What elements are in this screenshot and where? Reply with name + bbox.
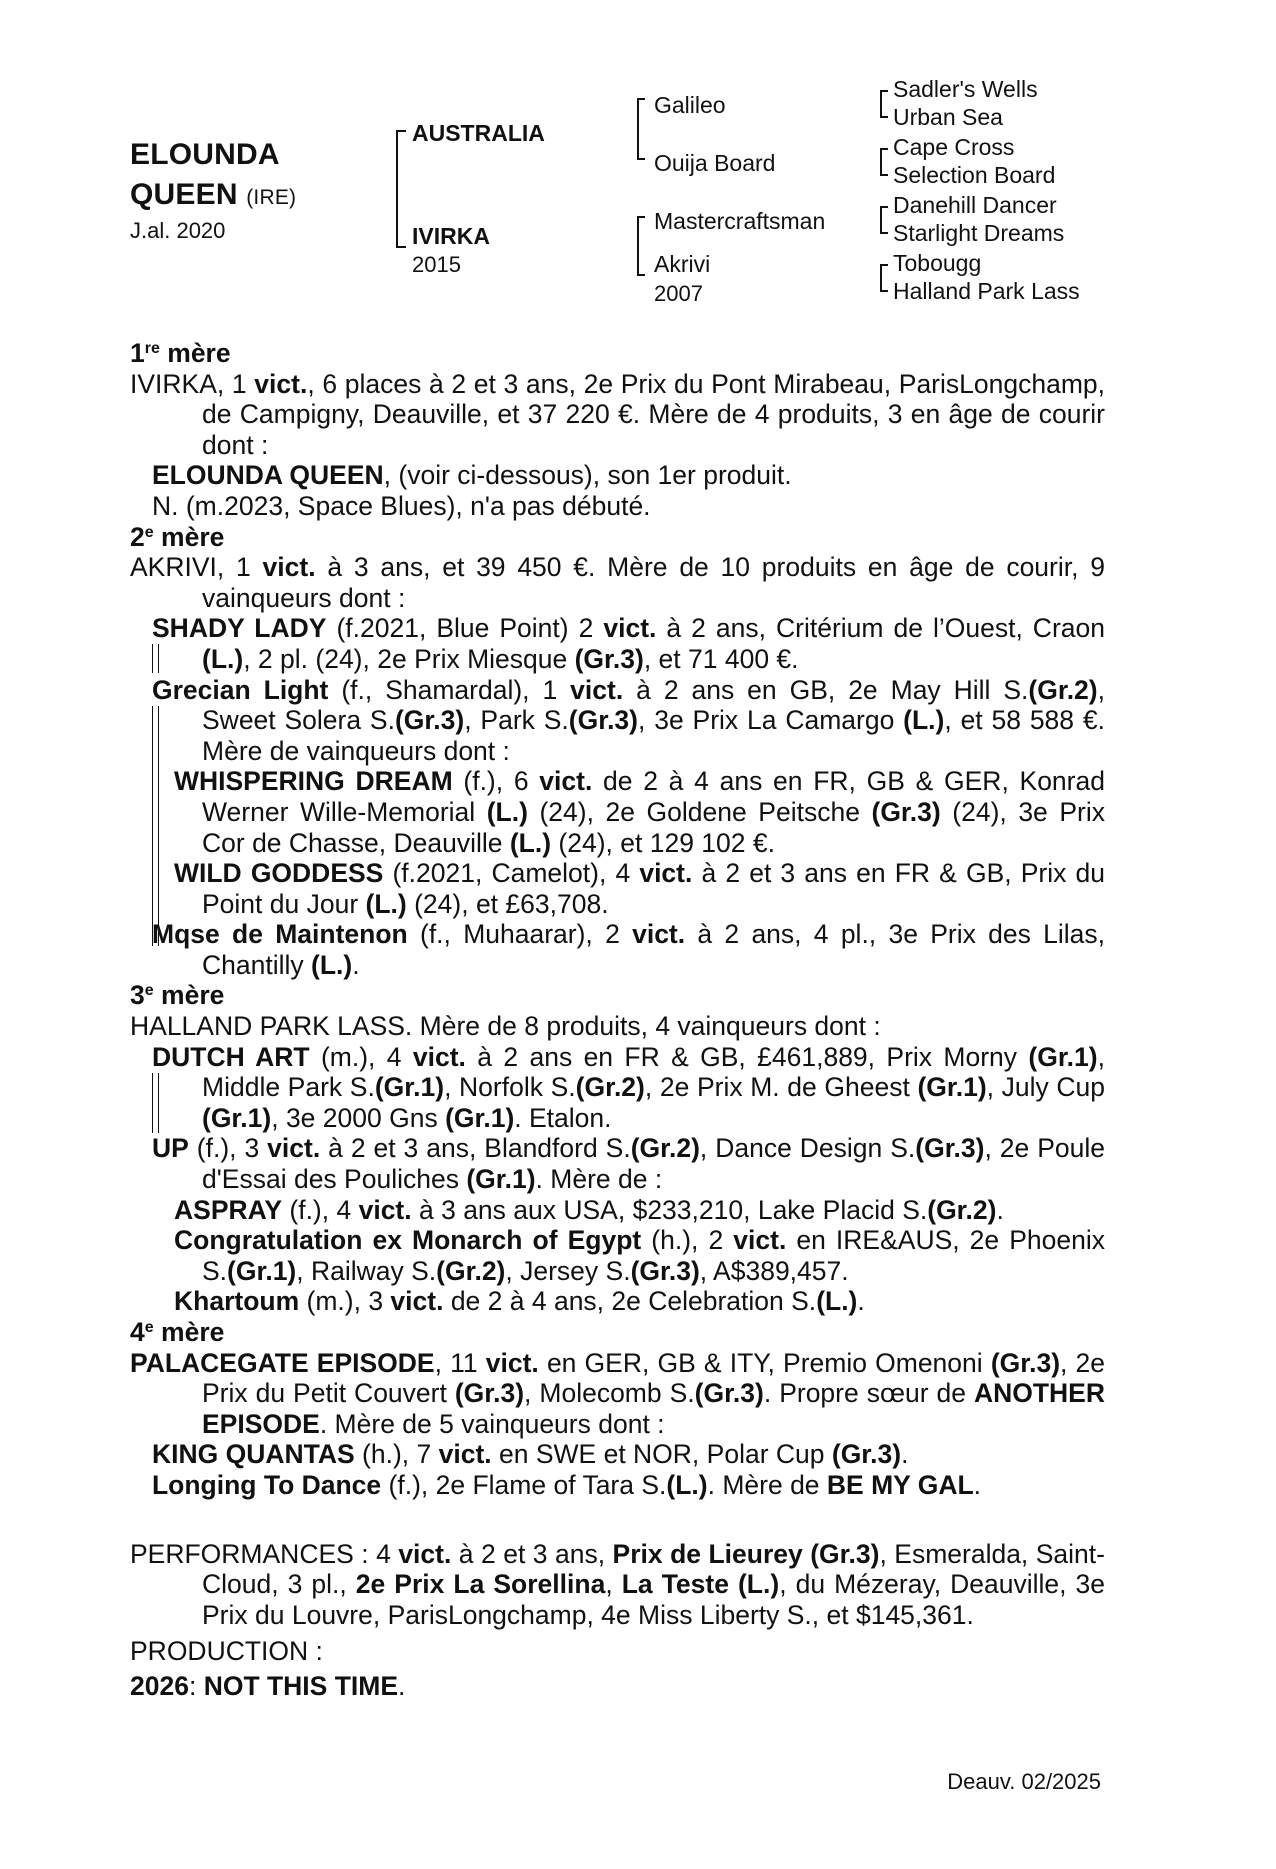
- bracket-g3-3: [880, 206, 888, 234]
- bracket-g3-1: [880, 90, 888, 118]
- produce-aspray: ASPRAY (f.), 4 vict. à 3 ans aux USA, $233,210, Lake Placid S.(Gr.2).: [174, 1194, 1004, 1225]
- fourth-dam-palacegate-episode: PALACEGATE EPISODE, 11 vict. en GER, GB & ITY, Premio Omenoni (Gr.3), 2e Prix du Petit Couvert (Gr.3), Molecomb S.(Gr.3). Propre sœur de ANOTHER EPISODE. Mère de 5 vainqueurs dont :: [130, 1347, 1106, 1439]
- g3-tobougg: Tobougg: [893, 250, 982, 276]
- produce-shady-lady: SHADY LADY (f.2021, Blue Point) 2 vict. à 2 ans, Critérium de l’Ouest, Craon (L.), 2 pl. (24), 2e Prix Miesque (Gr.3), et 71 400 €.: [152, 613, 1105, 674]
- bracket-g3-4: [880, 264, 888, 292]
- sire-sire: Galileo: [654, 92, 726, 118]
- section-title-1re-mere: [130, 338, 1105, 369]
- produce-congratulation: Congratulation ex Monarch of Egypt (h.), 2 vict. en IRE&AUS, 2e Phoenix S.(Gr.1), Railway S.(Gr.2), Jersey S.(Gr.3), A$389,457.: [174, 1225, 1105, 1286]
- g3-starlight-dreams: Starlight Dreams: [893, 220, 1065, 246]
- g3-sadlers-wells: Sadler's Wells: [893, 76, 1038, 102]
- dam-dam: Akrivi: [654, 251, 711, 277]
- section-title-2e-mere: [130, 522, 1105, 553]
- g3-danehill-dancer: Danehill Dancer: [893, 192, 1057, 218]
- sire-dam: Ouija Board: [654, 150, 776, 176]
- title-word: mère: [161, 1317, 225, 1347]
- section-title-3e-mere: [130, 980, 1105, 1011]
- produce-whispering-dream: WHISPERING DREAM (f.), 6 vict. de 2 à 4 ans en FR, GB & GER, Konrad Werner Wille-Memorial (L.) (24), 2e Goldene Peitsche (Gr.3) (24), 3e Prix Cor de Chasse, Deauville (L.) (24), et 129 102 €.: [174, 766, 1105, 858]
- produce-grecian-light: Grecian Light (f., Shamardal), 1 vict. à 2 ans en GB, 2e May Hill S.(Gr.2), Sweet Solera S.(Gr.3), Park S.(Gr.3), 3e Prix La Camargo (L.), et 58 588 €. Mère de vainqueurs dont :: [152, 675, 1105, 767]
- bracket-gen1: [396, 130, 406, 248]
- horse-name-line2: [130, 178, 296, 212]
- horse-name-line1: ELOUNDA: [130, 138, 280, 171]
- title-num: 4: [130, 1317, 145, 1347]
- sire-name: AUSTRALIA: [412, 120, 545, 146]
- g3-selection-board: Selection Board: [893, 162, 1056, 188]
- title-word: mère: [161, 521, 225, 552]
- title-sup: e: [144, 982, 154, 1000]
- bracket-g3-2: [880, 148, 888, 176]
- horse-birth: J.al. 2020: [130, 218, 226, 243]
- produce-longing-to-dance: Longing To Dance (f.), 2e Flame of Tara S.(L.). Mère de BE MY GAL.: [152, 1469, 982, 1500]
- horse-name-queen: QUEEN: [130, 178, 238, 211]
- catalogue-text: [130, 338, 1105, 1702]
- title-sup: e: [144, 523, 154, 541]
- g3-urban-sea: Urban Sea: [893, 104, 1003, 130]
- production-2026: 2026: NOT THIS TIME.: [130, 1670, 406, 1701]
- g3-cape-cross: Cape Cross: [893, 134, 1015, 160]
- horse-origin: (IRE): [246, 186, 297, 209]
- bracket-dam-line: [637, 216, 645, 276]
- produce-wild-goddess: WILD GODDESS (f.2021, Camelot), 4 vict. à 2 et 3 ans en FR & GB, Prix du Point du Jour (L.) (24), et £63,708.: [174, 858, 1105, 919]
- produce-mqse-de-maintenon: Mqse de Maintenon (f., Muhaarar), 2 vict. à 2 ans, 4 pl., 3e Prix des Lilas, Chantilly (L.).: [152, 919, 1105, 980]
- section-title-4e-mere: [130, 1317, 1105, 1348]
- bracket-sire-line: [637, 98, 645, 160]
- third-dam-halland-park-lass: HALLAND PARK LASS. Mère de 8 produits, 4 vainqueurs dont :: [130, 1011, 881, 1042]
- title-word: mère: [161, 980, 225, 1011]
- produce-dutch-art: DUTCH ART (m.), 4 vict. à 2 ans en FR & GB, £461,889, Prix Morny (Gr.1), Middle Park S.(Gr.1), Norfolk S.(Gr.2), 2e Prix M. de Gheest (Gr.1), July Cup (Gr.1), 3e 2000 Gns (Gr.1). Etalon.: [152, 1041, 1105, 1133]
- produce-elounda-queen: ELOUNDA QUEEN, (voir ci-dessous), son 1er produit.: [152, 460, 792, 491]
- produce-n2023: N. (m.2023, Space Blues), n'a pas débuté.: [152, 490, 651, 521]
- catalogue-reference: Deauv. 02/2025: [947, 1769, 1101, 1794]
- g3-halland-park-lass: Halland Park Lass: [893, 278, 1080, 304]
- title-num: 3: [130, 980, 145, 1011]
- performances: PERFORMANCES : 4 vict. à 2 et 3 ans, Prix de Lieurey (Gr.3), Esmeralda, Saint-Cloud, 3 pl., 2e Prix La Sorellina, La Teste (L.), du Mézeray, Deauville, 3e Prix du Louvre, ParisLongchamp, 4e Miss Liberty S., et $145,361.: [130, 1538, 1106, 1630]
- pedigree-table: [0, 0, 1276, 330]
- title-sup: e: [144, 1319, 154, 1336]
- dam-dam-year: 2007: [654, 281, 703, 306]
- title-word: mère: [167, 338, 231, 368]
- dam-sire: Mastercraftsman: [654, 208, 826, 234]
- production-label: PRODUCTION :: [130, 1636, 323, 1667]
- granddam-akrivi-entry: AKRIVI, 1 vict. à 3 ans, et 39 450 €. Mère de 10 produits en âge de courir, 9 vainqueurs dont :: [130, 552, 1105, 613]
- dam-name: IVIRKA: [412, 223, 490, 249]
- produce-king-quantas: KING QUANTAS (h.), 7 vict. en SWE et NOR, Polar Cup (Gr.3).: [152, 1439, 909, 1470]
- dam-year: 2015: [412, 252, 461, 277]
- dam-ivirka-entry: IVIRKA, 1 vict., 6 places à 2 et 3 ans, 2e Prix du Pont Mirabeau, ParisLongchamp, de Campigny, Deauville, et 37 220 €. Mère de 4 produits, 3 en âge de courir dont :: [130, 368, 1106, 460]
- produce-up: UP (f.), 3 vict. à 2 et 3 ans, Blandford S.(Gr.2), Dance Design S.(Gr.3), 2e Poule d'Essai des Pouliches (Gr.1). Mère de :: [152, 1133, 1105, 1195]
- produce-khartoum: Khartoum (m.), 3 vict. de 2 à 4 ans, 2e Celebration S.(L.).: [174, 1286, 865, 1317]
- title-num: 2: [130, 521, 145, 552]
- title-sup: re: [144, 340, 160, 357]
- title-num: 1: [130, 338, 145, 368]
